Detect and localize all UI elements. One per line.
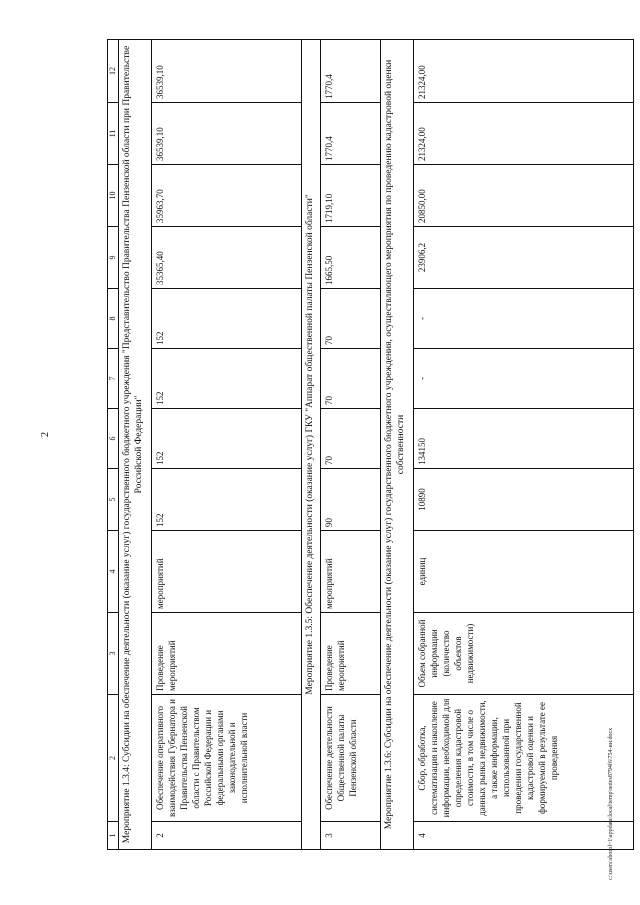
value-cell: 152 (152, 469, 302, 531)
table-row (152, 40, 302, 850)
header-cell: 9 (108, 227, 119, 289)
event-title: Мероприятие 1.3.5: Обеспечение деятельности (оказание услуг) ГКУ "Аппарат общественной палаты Пензенской области" (302, 40, 321, 850)
header-cell: 12 (108, 40, 119, 103)
unit-cell: единиц (414, 531, 634, 613)
table-row (414, 40, 634, 850)
value-cell: 23906,2 (414, 227, 634, 289)
header-cell: 11 (108, 103, 119, 165)
indicator-name: Проведение мероприятий (152, 613, 302, 695)
row-number: 2 (152, 822, 302, 850)
event-title-row (381, 40, 414, 850)
value-cell: 21324,00 (414, 40, 634, 103)
indicator-name: Объем собранной информации (количество объектов недвижимости) (414, 613, 634, 695)
event-title-row (302, 40, 321, 850)
activity-name: Обеспечение оперативного взаимодействия Губернатора и Правительства Пензенской области с Правительством Российской Федерации и федеральными органами законодательной и исполнительной власти (152, 695, 302, 822)
header-cell: 3 (108, 613, 119, 695)
header-cell: 10 (108, 165, 119, 227)
value-cell: 70 (321, 409, 381, 469)
row-number: 4 (414, 822, 634, 850)
value-cell: - (414, 289, 634, 349)
unit-cell: мероприятий (321, 531, 381, 613)
indicator-name: Проведение мероприятий (321, 613, 381, 695)
event-title-row (119, 40, 152, 850)
event-title: Мероприятие 1.3.6: Субсидии на обеспечение деятельности (оказание услуг) государственного бюджетного учреждения, осуществляющего мероприятия по проведению кадастровой оценки собственности (381, 40, 414, 850)
value-cell: 10890 (414, 469, 634, 531)
value-cell: 36539,10 (152, 103, 302, 165)
value-cell: 134150 (414, 409, 634, 469)
header-cell: 2 (108, 695, 119, 822)
value-cell: 90 (321, 469, 381, 531)
value-cell: 21324,00 (414, 103, 634, 165)
value-cell: 70 (321, 349, 381, 409)
value-cell: 1665,50 (321, 227, 381, 289)
value-cell: 35365,40 (152, 227, 302, 289)
header-cell: 1 (108, 822, 119, 850)
unit-cell: мероприятий (152, 531, 302, 613)
value-cell: 36539,10 (152, 40, 302, 103)
value-cell: 1770,4 (321, 103, 381, 165)
activity-name: Сбор, обработка, систематизация и накопление информации, необходимой для определения кадастровой стоимости, в том числе о данных рынка недвижимости, а также информации, использованной при проведении государственной кадастровой оценки и формируемой в результате ее проведения (414, 695, 634, 822)
header-cell: 4 (108, 531, 119, 613)
value-cell: 35963,70 (152, 165, 302, 227)
footer-file-path: c:\users\sborol~1\appdata\local\temp\notes8794f6\754-ии.docx (608, 727, 614, 880)
page-number: 2 (40, 432, 51, 437)
value-cell: 1770,4 (321, 40, 381, 103)
budget-table (107, 39, 634, 850)
value-cell: - (414, 349, 634, 409)
table-row (321, 40, 381, 850)
value-cell: 70 (321, 289, 381, 349)
row-number: 3 (321, 822, 381, 850)
value-cell: 152 (152, 289, 302, 349)
budget-table-wrapper (107, 40, 634, 850)
header-cell: 8 (108, 289, 119, 349)
value-cell: 1719,10 (321, 165, 381, 227)
value-cell: 152 (152, 409, 302, 469)
header-cell: 5 (108, 469, 119, 531)
activity-name: Обеспечение деятельности Общественной палаты Пензенской области (321, 695, 381, 822)
value-cell: 20850,00 (414, 165, 634, 227)
value-cell: 152 (152, 349, 302, 409)
header-cell: 7 (108, 349, 119, 409)
event-title: Мероприятие 1.3.4: Субсидии на обеспечение деятельности (оказание услуг) государственного бюджетного учреждения "Представительство Правительства Пензенской области при Правительстве Российской Федерации" (119, 40, 152, 850)
header-row (108, 40, 119, 850)
header-cell: 6 (108, 409, 119, 469)
